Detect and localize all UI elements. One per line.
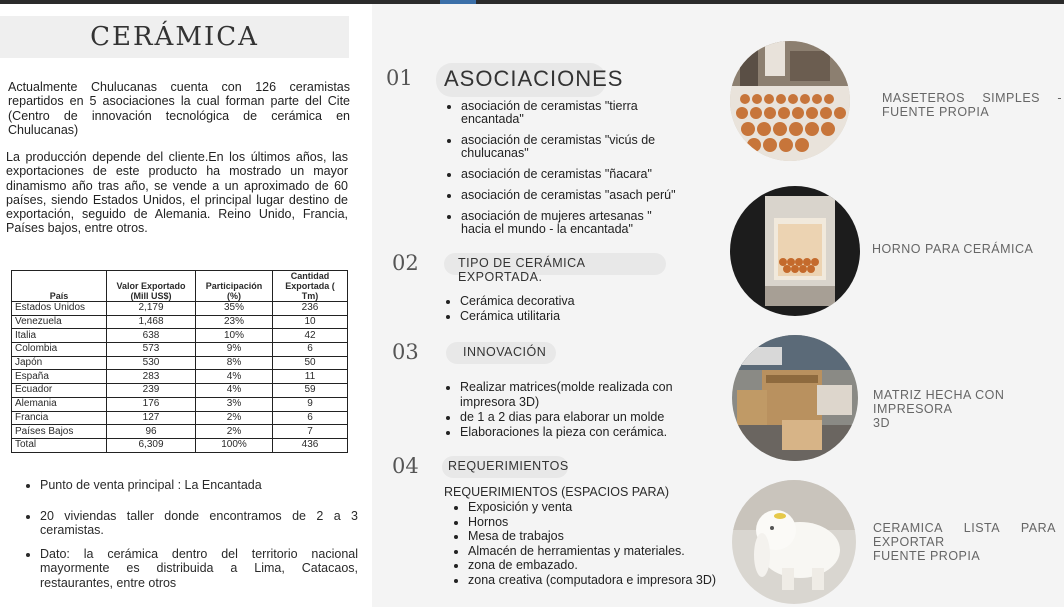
section-heading: INNOVACIÓN	[463, 345, 547, 359]
section-heading-pill	[436, 63, 624, 97]
section-number: 01	[386, 66, 413, 90]
table-row	[12, 315, 348, 329]
table-cell: 42	[273, 329, 348, 343]
list-item: • Almacén de herramientas y materiales.	[468, 544, 758, 559]
table-row	[12, 370, 348, 384]
table-cell: 2%	[196, 425, 273, 439]
table-cell: 127	[107, 411, 196, 425]
list-item: • Cerámica decorativa	[460, 294, 700, 309]
list-item: • Hornos	[468, 515, 758, 530]
title-banner	[0, 16, 349, 58]
table-cell: Colombia	[12, 343, 107, 357]
table-row	[12, 302, 348, 316]
table-row	[12, 343, 348, 357]
section-heading: REQUERIMIENTOS	[448, 459, 569, 473]
table-cell: Italia	[12, 329, 107, 343]
production-paragraph: La producción depende del cliente.En los últimos años, las exportaciones de este producto ha mostrado un mayor dinamismo año tras año, se vende a un aproximado de 60 países, siendo Estados Unidos, el principal lugar destino de exportación, seguido de Alemania. Reino Unido, Francia, Países bajos, entre otros.	[6, 150, 348, 236]
table-cell: 11	[273, 370, 348, 384]
caption-line: FUENTE PROPIA	[882, 105, 990, 119]
column-header: Valor Exportado (Mill US$)	[107, 271, 196, 302]
caption-pots	[882, 91, 1062, 119]
table-cell: 239	[107, 384, 196, 398]
table-cell: Alemania	[12, 397, 107, 411]
table-cell: 6,309	[107, 438, 196, 452]
column-header: Participación (%)	[196, 271, 273, 302]
table-cell: 9	[273, 397, 348, 411]
table-cell: Venezuela	[12, 315, 107, 329]
list-item: • asociación de ceramistas "vicús de chulucanas"	[461, 134, 683, 160]
table-cell: 638	[107, 329, 196, 343]
list-item: • zona creativa (computadora e impresora 3D)	[468, 573, 758, 588]
table-row	[12, 356, 348, 370]
table-row	[12, 329, 348, 343]
section-number: 03	[392, 340, 419, 364]
table-cell: 50	[273, 356, 348, 370]
table-cell: Japón	[12, 356, 107, 370]
table-cell: Total	[12, 438, 107, 452]
caption-line: HORNO PARA CERÁMICA	[872, 242, 1034, 256]
list-item: • Exposición y venta	[468, 500, 758, 515]
section-number: 04	[392, 454, 419, 478]
table-cell: 59	[273, 384, 348, 398]
table-cell: 3%	[196, 397, 273, 411]
innovation-list	[445, 380, 710, 440]
table-cell: 283	[107, 370, 196, 384]
table-cell: 236	[273, 302, 348, 316]
table-cell: 8%	[196, 356, 273, 370]
section-heading-pill	[444, 253, 666, 284]
caption-line: MASETEROS SIMPLES -	[882, 91, 1062, 105]
pots-photo	[730, 41, 850, 161]
list-item: • Cerámica utilitaria	[460, 309, 700, 324]
section-heading-pill	[442, 456, 568, 478]
table-cell: 100%	[196, 438, 273, 452]
section-heading: ASOCIACIONES	[444, 66, 624, 91]
list-item: • de 1 a 2 dias para elaborar un molde	[460, 410, 710, 425]
table-row	[12, 438, 348, 452]
list-item: • asociación de ceramistas "tierra encantada"	[461, 100, 683, 126]
table-cell: 4%	[196, 384, 273, 398]
table-cell: 10	[273, 315, 348, 329]
table-cell: 2,179	[107, 302, 196, 316]
table-row	[12, 411, 348, 425]
list-item: • asociación de ceramistas "asach perú"	[461, 189, 683, 202]
caption-line: CERAMICA LISTA PARA	[873, 521, 1056, 535]
left-bullet-list	[22, 478, 358, 590]
table-cell: 6	[273, 343, 348, 357]
caption-line: EXPORTAR	[873, 535, 945, 549]
list-item: • Punto de venta principal : La Encantada	[40, 478, 358, 493]
associations-list	[446, 100, 683, 236]
list-item: • Elaboraciones la pieza con cerámica.	[460, 425, 710, 440]
requirements-subheading: REQUERIMIENTOS (ESPACIOS PARA)	[444, 485, 670, 499]
list-item: • Mesa de trabajos	[468, 529, 758, 544]
table-header-row	[12, 271, 348, 302]
table-cell: 573	[107, 343, 196, 357]
ceramic-types-list	[445, 294, 700, 324]
table-row	[12, 397, 348, 411]
kiln-photo	[730, 186, 860, 316]
section-number: 02	[392, 251, 419, 275]
caption-kiln	[872, 242, 1062, 256]
list-item: • 20 viviendas taller donde encontramos de 2 a 3 ceramistas.	[40, 509, 358, 538]
table-cell: Francia	[12, 411, 107, 425]
page-title: CERÁMICA	[90, 22, 259, 52]
table-cell: 10%	[196, 329, 273, 343]
requirements-list	[453, 500, 758, 588]
table-cell: España	[12, 370, 107, 384]
intro-paragraph: Actualmente Chulucanas cuenta con 126 ceramistas repartidos en 5 asociaciones la cual forman parte del Cite (Centro de innovación tecnológica de cerámica en Chulucanas)	[8, 80, 350, 137]
caption-line: 3D	[873, 416, 890, 430]
caption-line: MATRIZ HECHA CON IMPRESORA	[873, 388, 1005, 416]
table-cell: 96	[107, 425, 196, 439]
list-item: • Dato: la cerámica dentro del territorio nacional mayormente es distribuida a Lima, Catacaos, restaurantes, entre otros	[40, 547, 358, 591]
table-cell: 1,468	[107, 315, 196, 329]
elephant-photo	[732, 480, 856, 604]
left-panel	[0, 4, 372, 607]
table-row	[12, 384, 348, 398]
table-row	[12, 425, 348, 439]
list-item: • zona de embazado.	[468, 558, 758, 573]
caption-elephant	[873, 521, 1056, 563]
mold-photo	[732, 335, 858, 461]
column-header: País	[12, 271, 107, 302]
column-header: Cantidad Exportada ( Tm)	[273, 271, 348, 302]
caption-mold	[873, 388, 1063, 430]
export-table	[11, 270, 348, 453]
table-cell: Países Bajos	[12, 425, 107, 439]
caption-line: FUENTE PROPIA	[873, 549, 981, 563]
section-heading: TIPO DE CERÁMICA EXPORTADA.	[458, 256, 585, 284]
table-cell: 35%	[196, 302, 273, 316]
table-cell: 2%	[196, 411, 273, 425]
table-cell: 7	[273, 425, 348, 439]
table-cell: Ecuador	[12, 384, 107, 398]
table-cell: 530	[107, 356, 196, 370]
list-item: • asociación de ceramistas "ñacara"	[461, 168, 683, 181]
list-item: • asociación de mujeres artesanas " hacia el mundo - la encantada"	[461, 210, 683, 236]
table-cell: 436	[273, 438, 348, 452]
table-cell: 4%	[196, 370, 273, 384]
table-cell: 176	[107, 397, 196, 411]
table-cell: 9%	[196, 343, 273, 357]
table-cell: 23%	[196, 315, 273, 329]
list-item: • Realizar matrices(molde realizada con impresora 3D)	[460, 380, 710, 410]
table-cell: 6	[273, 411, 348, 425]
table-cell: Estados Unidos	[12, 302, 107, 316]
section-heading-pill	[446, 342, 556, 364]
